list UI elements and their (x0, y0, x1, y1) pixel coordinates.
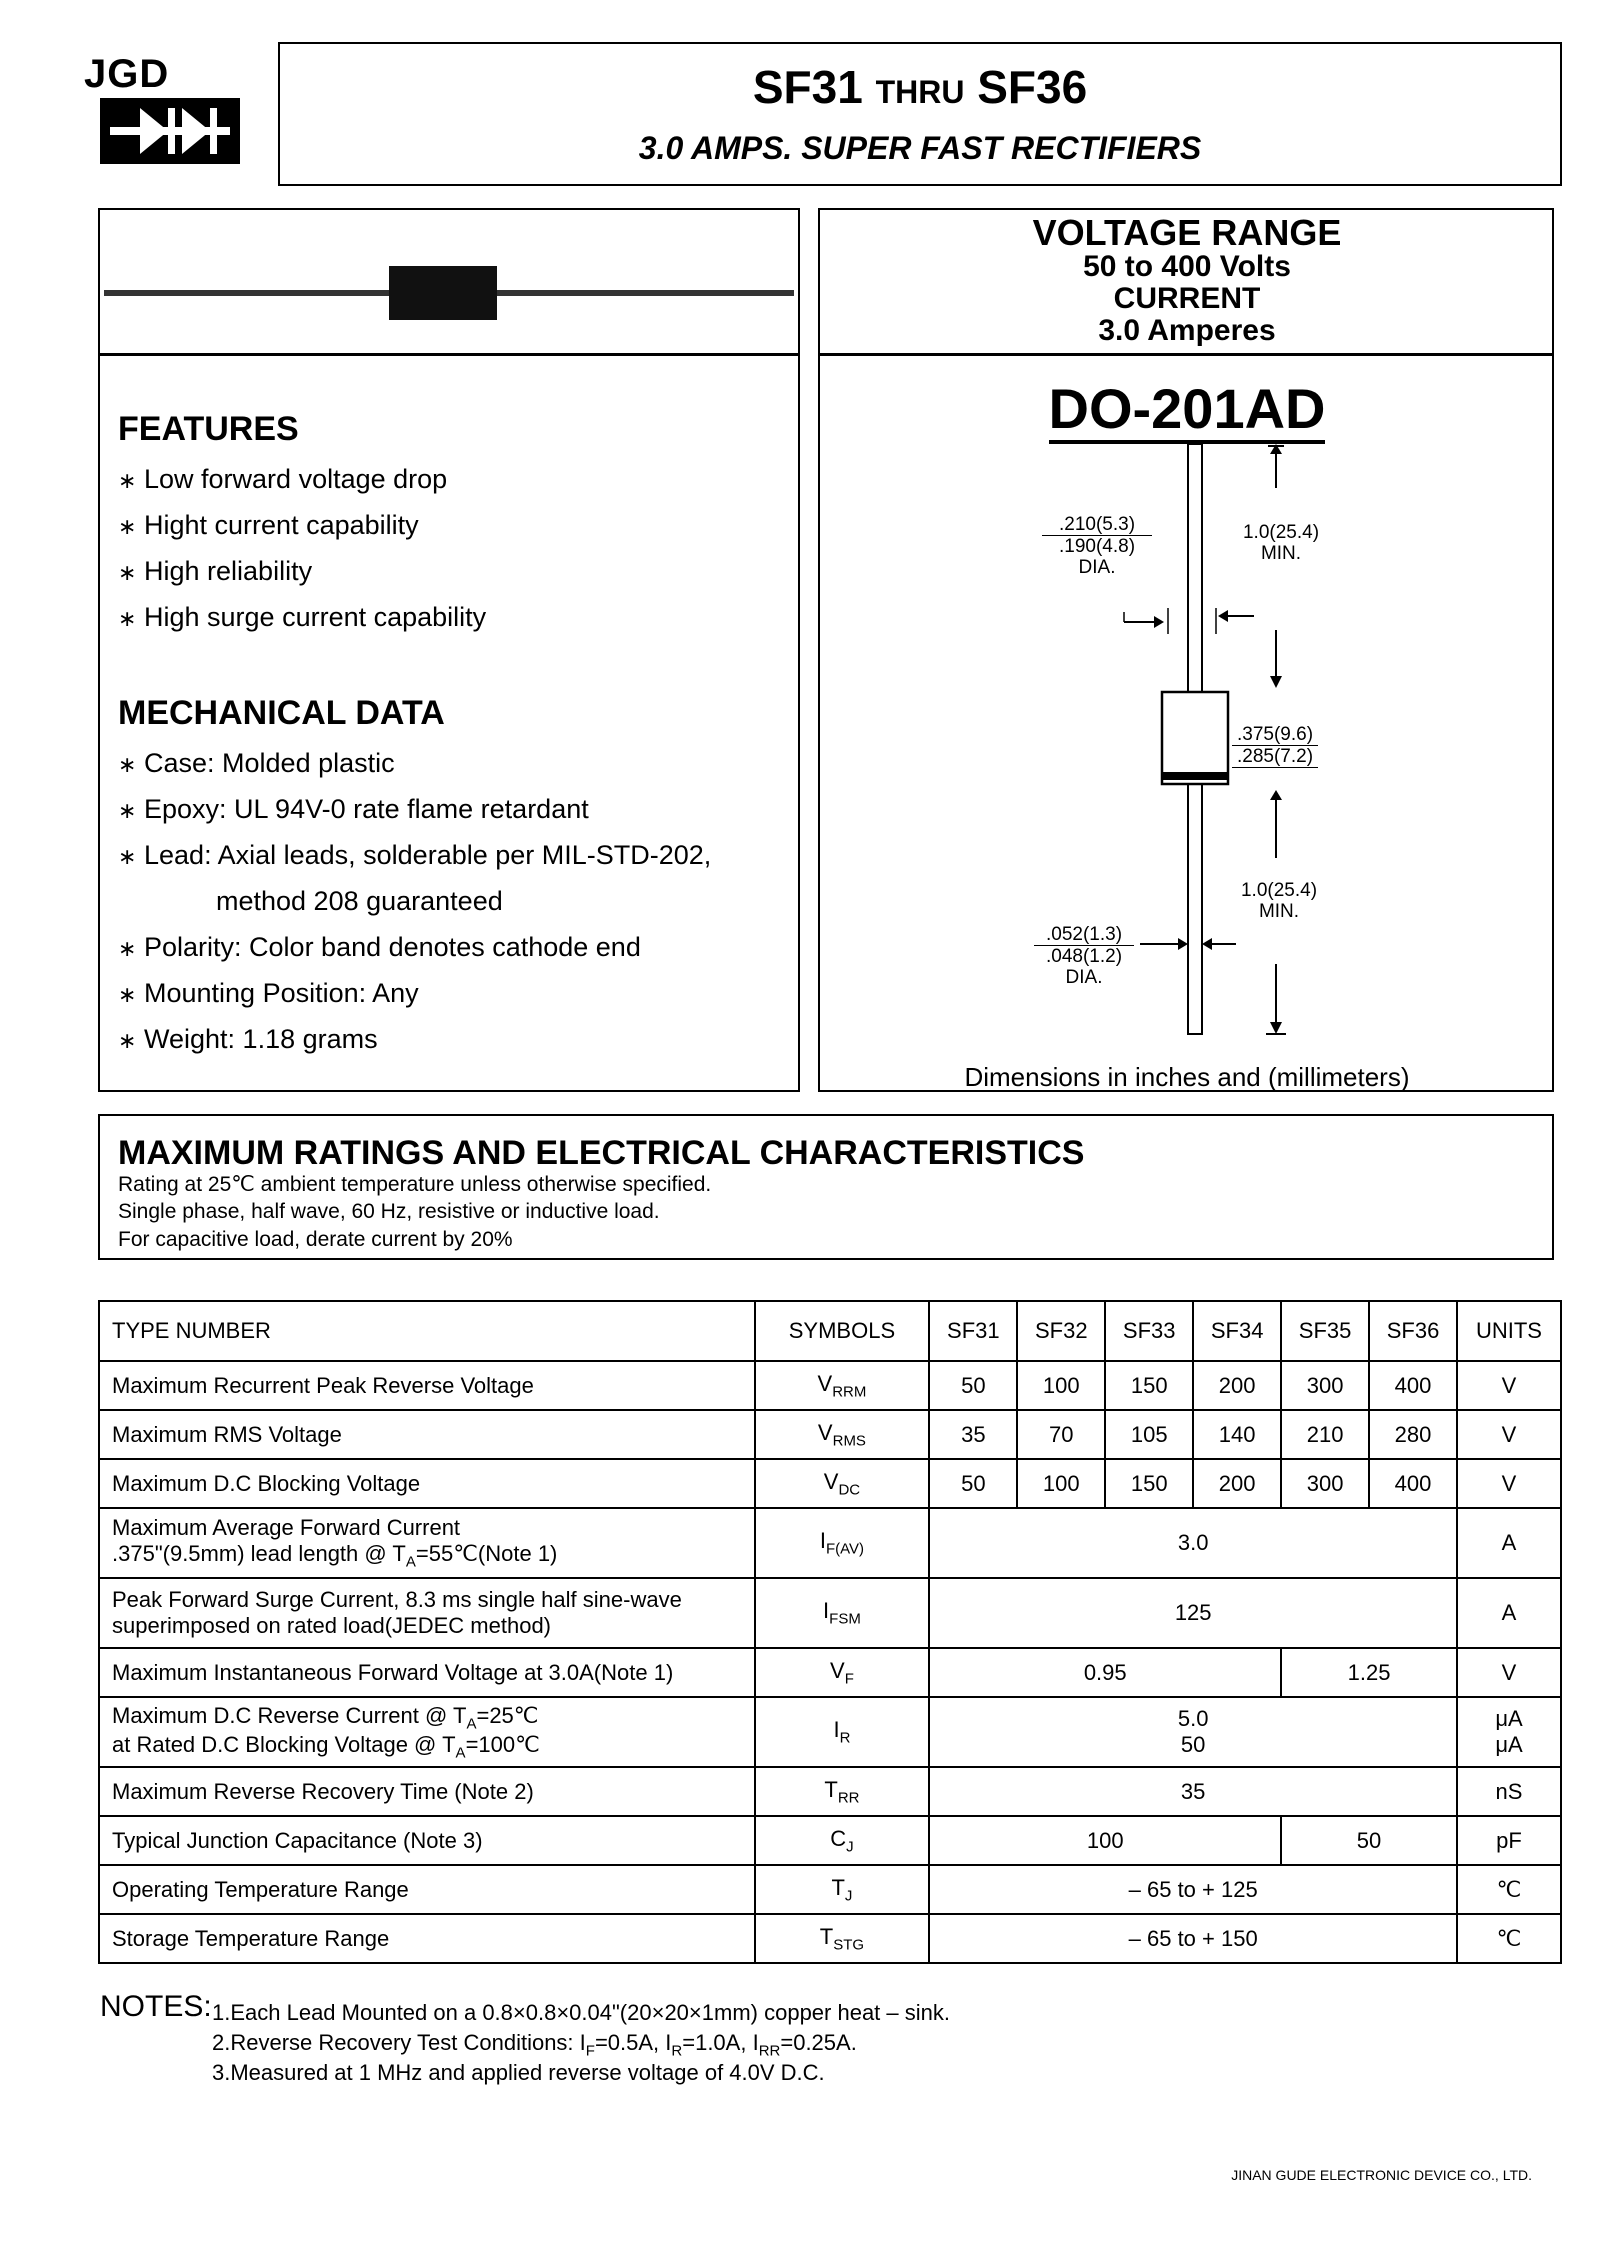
row-unit: V (1457, 1410, 1561, 1459)
symbol-text: V (830, 1657, 845, 1683)
symbol-subscript: STG (833, 1936, 865, 1954)
desc-text: .375"(9.5mm) lead length @ T (112, 1541, 406, 1567)
logo-diode-icon (100, 98, 240, 169)
max-ratings-line: Rating at 25℃ ambient temperature unless otherwise specified. (118, 1173, 712, 1196)
row-value: 100 (929, 1816, 1281, 1865)
mechanical-item: ∗ Weight: 1.18 grams (118, 1024, 378, 1054)
header-part: SF34 (1193, 1301, 1281, 1361)
symbol-subscript: RMS (832, 1432, 866, 1450)
note-2 (212, 2030, 857, 2059)
max-ratings-heading: MAXIMUM RATINGS AND ELECTRICAL CHARACTERISTICS (118, 1134, 1085, 1172)
max-ratings-line: Single phase, half wave, 60 Hz, resistive or inductive load. (118, 1200, 660, 1223)
spec-table (98, 1300, 1562, 1964)
row-value: 35 (929, 1767, 1457, 1816)
row-value: 3.0 (929, 1508, 1457, 1578)
row-symbol (755, 1816, 930, 1865)
row-symbol (755, 1697, 930, 1767)
row-unit: A (1457, 1508, 1561, 1578)
symbol-subscript: J (846, 1838, 854, 1856)
row-description-line: Peak Forward Surge Current, 8.3 ms single half sine-wave (112, 1587, 682, 1612)
row-symbol (755, 1578, 930, 1648)
current-label: CURRENT (1113, 282, 1261, 315)
row-description-line: superimposed on rated load(JEDEC method) (112, 1613, 552, 1638)
row-value: 280 (1369, 1410, 1457, 1459)
row-value-line: 5.0 (1177, 1706, 1209, 1731)
symbol-text: T (831, 1874, 845, 1900)
desc-subscript: A (405, 1553, 416, 1571)
row-unit: nS (1457, 1767, 1561, 1816)
mechanical-item: ∗ Case: Molded plastic (118, 748, 395, 778)
symbol-subscript: RR (837, 1789, 860, 1807)
note-3: 3.Measured at 1 MHz and applied reverse voltage of 4.0V D.C. (212, 2060, 825, 2085)
row-value: – 65 to + 125 (929, 1865, 1457, 1914)
row-value: 125 (929, 1578, 1457, 1648)
row-value: 300 (1281, 1459, 1369, 1508)
header-units: UNITS (1457, 1301, 1561, 1361)
row-value: 70 (1017, 1410, 1105, 1459)
header-part: SF32 (1017, 1301, 1105, 1361)
symbol-text: V (817, 1419, 833, 1445)
notes-label-text: NOTES (100, 1990, 204, 2023)
table-header-row (99, 1301, 1561, 1361)
table-row (99, 1410, 1561, 1459)
dimensions-note: Dimensions in inches and (millimeters) (964, 1062, 1410, 1092)
symbol-subscript: F(AV) (825, 1540, 865, 1558)
row-description: Maximum D.C Blocking Voltage (99, 1459, 755, 1508)
dim-lead-dia (1034, 924, 1134, 988)
row-value: 1.25 (1281, 1648, 1457, 1697)
diode-drawing (104, 262, 794, 327)
dim-body-length-max: .375(9.6) (1236, 724, 1314, 745)
note-text: =1.0A, I (682, 2030, 759, 2055)
row-unit-line: μA (1495, 1732, 1523, 1757)
symbol-text: I (833, 1717, 840, 1743)
row-value: 140 (1193, 1410, 1281, 1459)
dim-min-label: MIN. (1260, 543, 1302, 564)
mechanical-item-continued: method 208 guaranteed (216, 886, 503, 916)
row-value: 50 (929, 1459, 1017, 1508)
symbol-subscript: R (839, 1729, 851, 1747)
dim-lead-length-top (1226, 522, 1336, 564)
mechanical-item: ∗ Lead: Axial leads, solderable per MIL-STD-202, (118, 840, 712, 870)
symbol-subscript: J (844, 1887, 853, 1905)
row-value: 100 (1017, 1361, 1105, 1410)
desc-text: =100℃ (465, 1732, 540, 1757)
dim-body-dia-max: .210(5.3) (1042, 514, 1152, 536)
symbol-text: T (819, 1923, 834, 1949)
row-description: Maximum Instantaneous Forward Voltage at 3.0A(Note 1) (99, 1648, 755, 1697)
symbol-text: V (817, 1370, 833, 1396)
table-row (99, 1648, 1561, 1697)
row-value: 400 (1369, 1459, 1457, 1508)
row-symbol (755, 1459, 930, 1508)
row-description: Operating Temperature Range (99, 1865, 755, 1914)
row-description: Maximum Reverse Recovery Time (Note 2) (99, 1767, 755, 1816)
features-divider (98, 353, 800, 356)
symbol-subscript: FSM (829, 1610, 861, 1628)
footer-company: JINAN GUDE ELECTRONIC DEVICE CO., LTD. (1231, 2167, 1532, 2183)
symbol-text: V (823, 1468, 839, 1494)
dim-lead-dia-min: .048(1.2) (1045, 946, 1123, 967)
row-description-line (112, 1541, 746, 1570)
dim-dia-label: DIA. (1078, 557, 1116, 578)
mechanical-item: ∗ Mounting Position: Any (118, 978, 419, 1008)
row-value: 300 (1281, 1361, 1369, 1410)
feature-text: High surge current capability (144, 602, 487, 632)
table-row (99, 1914, 1561, 1963)
row-value (929, 1697, 1457, 1767)
row-symbol (755, 1767, 930, 1816)
row-unit: V (1457, 1459, 1561, 1508)
row-description (99, 1578, 755, 1648)
row-value: 210 (1281, 1410, 1369, 1459)
mechanical-heading: MECHANICAL DATA (118, 694, 445, 732)
package-name (822, 376, 1552, 441)
note-text: =0.25A. (780, 2030, 857, 2055)
row-description: Typical Junction Capacitance (Note 3) (99, 1816, 755, 1865)
mechanical-item: ∗ Epoxy: UL 94V-0 rate flame retardant (118, 794, 589, 824)
mechanical-text: Epoxy: UL 94V-0 rate flame retardant (144, 794, 589, 824)
table-row (99, 1361, 1561, 1410)
logo-text: JGD (84, 52, 170, 96)
desc-text: =25℃ (476, 1702, 539, 1728)
table-row (99, 1865, 1561, 1914)
row-unit: pF (1457, 1816, 1561, 1865)
table-row (99, 1578, 1561, 1648)
desc-text: =55℃(Note 1) (415, 1541, 558, 1567)
row-description-line: Maximum Average Forward Current (112, 1515, 461, 1541)
note-subscript: F (585, 2042, 595, 2060)
row-value: 105 (1105, 1410, 1193, 1459)
row-value: 0.95 (929, 1648, 1281, 1697)
header-part: SF35 (1281, 1301, 1369, 1361)
symbol-text: I (823, 1598, 830, 1624)
symbol-subscript: RRM (832, 1383, 867, 1401)
header-part: SF33 (1105, 1301, 1193, 1361)
dim-body-dia-min: .190(4.8) (1058, 536, 1136, 557)
table-row (99, 1767, 1561, 1816)
row-value: 50 (929, 1361, 1017, 1410)
row-unit (1457, 1697, 1561, 1767)
row-description: Storage Temperature Range (99, 1914, 755, 1963)
dim-min-label: MIN. (1258, 901, 1300, 922)
note-1: 1.Each Lead Mounted on a 0.8×0.8×0.04"(20×20×1mm) copper heat – sink. (212, 2000, 950, 2025)
page-subtitle: 3.0 AMPS. SUPER FAST RECTIFIERS (638, 130, 1202, 166)
mechanical-item: ∗ Polarity: Color band denotes cathode end (118, 932, 641, 962)
header-symbols: SYMBOLS (755, 1301, 930, 1361)
row-symbol (755, 1508, 930, 1578)
thru-label: THRU (875, 74, 965, 110)
voltage-range-label: VOLTAGE RANGE (1032, 212, 1342, 253)
row-value: 100 (1017, 1459, 1105, 1508)
feature-text: Low forward voltage drop (144, 464, 448, 494)
symbol-subscript: DC (838, 1481, 861, 1499)
package-name-text: DO-201AD (1049, 377, 1326, 444)
row-symbol (755, 1648, 930, 1697)
dim-lead-length-top-value: 1.0(25.4) (1242, 522, 1320, 543)
table-row (99, 1697, 1561, 1767)
mechanical-text: Polarity: Color band denotes cathode end (144, 932, 641, 962)
row-description (99, 1697, 755, 1767)
dim-body-dia (1042, 514, 1152, 578)
row-value: – 65 to + 150 (929, 1914, 1457, 1963)
table-row (99, 1816, 1561, 1865)
notes-label: NOTES: (100, 1990, 212, 2023)
row-value: 200 (1193, 1459, 1281, 1508)
header-part: SF31 (929, 1301, 1017, 1361)
current-value: 3.0 Amperes (1098, 314, 1276, 347)
note-text: 2.Reverse Recovery Test Conditions: I (212, 2030, 586, 2055)
mechanical-text: Lead: Axial leads, solderable per MIL-STD-202, (144, 840, 712, 870)
row-symbol (755, 1914, 930, 1963)
header-type-number: TYPE NUMBER (99, 1301, 755, 1361)
symbol-text: C (830, 1825, 847, 1851)
row-value: 150 (1105, 1361, 1193, 1410)
row-value: 150 (1105, 1459, 1193, 1508)
row-symbol (755, 1410, 930, 1459)
symbol-subscript: F (844, 1670, 854, 1688)
row-value: 200 (1193, 1361, 1281, 1410)
feature-item: ∗ Hight current capability (118, 510, 419, 540)
part-first: SF31 (752, 61, 863, 113)
table-row (99, 1459, 1561, 1508)
row-value: 400 (1369, 1361, 1457, 1410)
row-unit: A (1457, 1578, 1561, 1648)
desc-subscript: A (455, 1744, 466, 1762)
symbol-text: T (824, 1776, 838, 1802)
features-heading: FEATURES (118, 410, 299, 448)
note-subscript: R (671, 2042, 683, 2060)
table-row (99, 1508, 1561, 1578)
note-text: =0.5A, I (594, 2030, 672, 2055)
symbol-text: I (819, 1528, 826, 1554)
desc-text: at Rated D.C Blocking Voltage @ T (112, 1732, 456, 1757)
row-unit: ℃ (1457, 1865, 1561, 1914)
row-symbol (755, 1361, 930, 1410)
dim-lead-length-bottom-value: 1.0(25.4) (1240, 880, 1318, 901)
part-last: SF36 (977, 61, 1088, 113)
mechanical-text: Mounting Position: Any (144, 978, 419, 1008)
max-ratings-line: For capacitive load, derate current by 20% (118, 1228, 513, 1251)
package-divider (818, 353, 1554, 356)
dim-body-length (1232, 724, 1318, 768)
row-description (99, 1508, 755, 1578)
mechanical-text: Weight: 1.18 grams (144, 1024, 378, 1054)
row-description: Maximum RMS Voltage (99, 1410, 755, 1459)
row-unit-line: μA (1495, 1706, 1523, 1731)
header-part: SF36 (1369, 1301, 1457, 1361)
row-description-line (112, 1732, 746, 1761)
row-unit: ℃ (1457, 1914, 1561, 1963)
row-unit: V (1457, 1361, 1561, 1410)
row-description: Maximum Recurrent Peak Reverse Voltage (99, 1361, 755, 1410)
dim-body-length-min: .285(7.2) (1232, 745, 1318, 768)
desc-text: Maximum D.C Reverse Current @ T (112, 1702, 467, 1728)
feature-text: Hight current capability (144, 510, 419, 540)
row-description-line (112, 1703, 746, 1732)
dim-lead-length-bottom (1224, 880, 1334, 922)
feature-item: ∗ High reliability (118, 556, 313, 586)
row-value-line: 50 (1180, 1732, 1206, 1757)
dim-lead-dia-max: .052(1.3) (1034, 924, 1134, 946)
feature-item: ∗ High surge current capability (118, 602, 487, 632)
page-title (278, 60, 1562, 114)
dim-dia-label: DIA. (1065, 967, 1103, 988)
feature-item: ∗ Low forward voltage drop (118, 464, 448, 494)
row-symbol (755, 1865, 930, 1914)
note-subscript: RR (758, 2042, 781, 2060)
row-unit: V (1457, 1648, 1561, 1697)
mechanical-text: Case: Molded plastic (144, 748, 395, 778)
voltage-range-value: 50 to 400 Volts (1083, 250, 1291, 283)
desc-subscript: A (466, 1715, 477, 1732)
row-value: 50 (1281, 1816, 1457, 1865)
row-value: 35 (929, 1410, 1017, 1459)
feature-text: High reliability (144, 556, 313, 586)
